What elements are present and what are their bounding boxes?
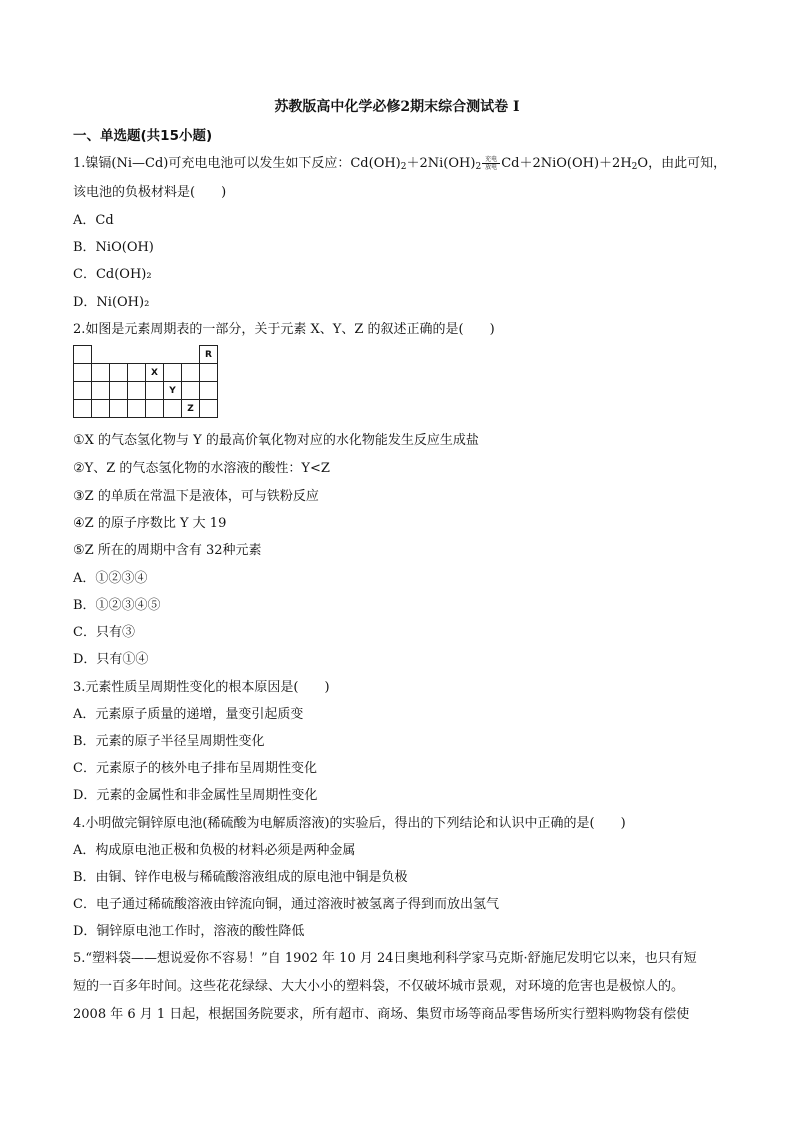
ptable-cell-r: R	[200, 346, 218, 364]
ptable-cell-y: Y	[164, 382, 182, 400]
charge-label: 充电	[485, 156, 498, 163]
q5-paragraph-line-2: 短的一百多年时间。这些花花绿绿、大大小小的塑料袋，不仅破坏城市景观，对环境的危害也是极惊人的。	[73, 979, 685, 994]
q4-option-a[interactable]: A．构成原电池正极和负极的材料必须是两种金属	[73, 843, 356, 858]
ptable-row-2	[74, 364, 218, 382]
q4-option-d[interactable]: D．铜锌原电池工作时，溶液的酸性降低	[73, 924, 305, 939]
q4-option-c[interactable]: C．电子通过稀硫酸溶液由锌流向铜，通过溶液时被氢离子得到而放出氢气	[73, 897, 499, 912]
q2-option-c[interactable]: C．只有③	[73, 625, 135, 640]
q1-text-c: Cd＋2NiO(OH)＋2H	[501, 156, 632, 171]
section-heading: 一、单选题(共15小题)	[73, 128, 213, 144]
q4-stem: 4.小明做完铜锌原电池(稀硫酸为电解质溶液)的实验后，得出的下列结论和认识中正确的是( )	[73, 816, 626, 831]
q1-sub-2a: 2	[400, 162, 407, 172]
q2-statement-4: ④Z 的原子序数比 Y 大 19	[73, 516, 227, 531]
q1-stem-line2: 该电池的负极材料是( )	[73, 185, 227, 200]
q2-statement-2: ②Y、Z 的气态氢化物的水溶液的酸性：Y<Z	[73, 461, 330, 476]
q2-statement-1: ①X 的气态氢化物与 Y 的最高价氧化物对应的水化物能发生反应生成盐	[73, 433, 479, 448]
ptable-cell-z: Z	[182, 400, 200, 418]
ptable-row-4	[74, 400, 218, 418]
q2-option-a[interactable]: A．①②③④	[73, 571, 148, 586]
ptable-row-3	[74, 382, 218, 400]
q3-stem: 3.元素性质呈周期性变化的根本原因是( )	[73, 680, 330, 695]
periodic-table-fragment	[73, 345, 218, 418]
discharge-label: 放电	[485, 164, 498, 171]
q5-paragraph-line-1: 5.“塑料袋——想说爱你不容易！”自 1902 年 10 月 24日奥地利科学家马克斯·舒施尼发明它以来，也只有短	[73, 951, 697, 966]
exam-title: 苏教版高中化学必修2期末综合测试卷 I	[274, 99, 520, 115]
q4-option-b[interactable]: B．由铜、锌作电极与稀硫酸溶液组成的原电池中铜是负极	[73, 870, 408, 885]
q2-option-b[interactable]: B．①②③④⑤	[73, 598, 161, 613]
q3-option-b[interactable]: B．元素的原子半径呈周期性变化	[73, 734, 265, 749]
ptable-cell-x: X	[146, 364, 164, 382]
q1-text-a: 1.镍镉(Ni—Cd)可充电电池可以发生如下反应：Cd(OH)	[73, 156, 401, 171]
q1-option-a[interactable]: A．Cd	[73, 213, 114, 228]
q2-statement-3: ③Z 的单质在常温下是液体，可与铁粉反应	[73, 489, 319, 504]
q2-option-d[interactable]: D．只有①④	[73, 652, 149, 667]
q1-option-d[interactable]: D．Ni(OH)₂	[73, 295, 150, 310]
q3-option-d[interactable]: D．元素的金属性和非金属性呈周期性变化	[73, 788, 318, 803]
ptable-row-1	[74, 346, 218, 364]
q1-stem-line1	[73, 152, 726, 172]
q1-text-b: ＋2Ni(OH)	[406, 156, 476, 171]
q1-sub-2c: 2	[631, 162, 638, 172]
q1-option-c[interactable]: C．Cd(OH)₂	[73, 267, 152, 282]
q1-sub-2b: 2	[475, 162, 482, 172]
q1-option-b[interactable]: B．NiO(OH)	[73, 240, 154, 255]
q2-stem: 2.如图是元素周期表的一部分，关于元素 X、Y、Z 的叙述正确的是( )	[73, 322, 495, 337]
q3-option-c[interactable]: C．元素原子的核外电子排布呈周期性变化	[73, 761, 317, 776]
q2-statement-5: ⑤Z 所在的周期中含有 32种元素	[73, 543, 262, 558]
q5-paragraph-line-3: 2008 年 6 月 1 日起，根据国务院要求，所有超市、商场、集贸市场等商品零售场所实行塑料购物袋有偿使	[73, 1007, 690, 1022]
reaction-arrow	[482, 156, 500, 171]
ptable-cell	[74, 346, 92, 364]
q3-option-a[interactable]: A．元素原子质量的递增，量变引起质变	[73, 707, 304, 722]
q1-text-d: O，由此可知，	[637, 156, 727, 171]
